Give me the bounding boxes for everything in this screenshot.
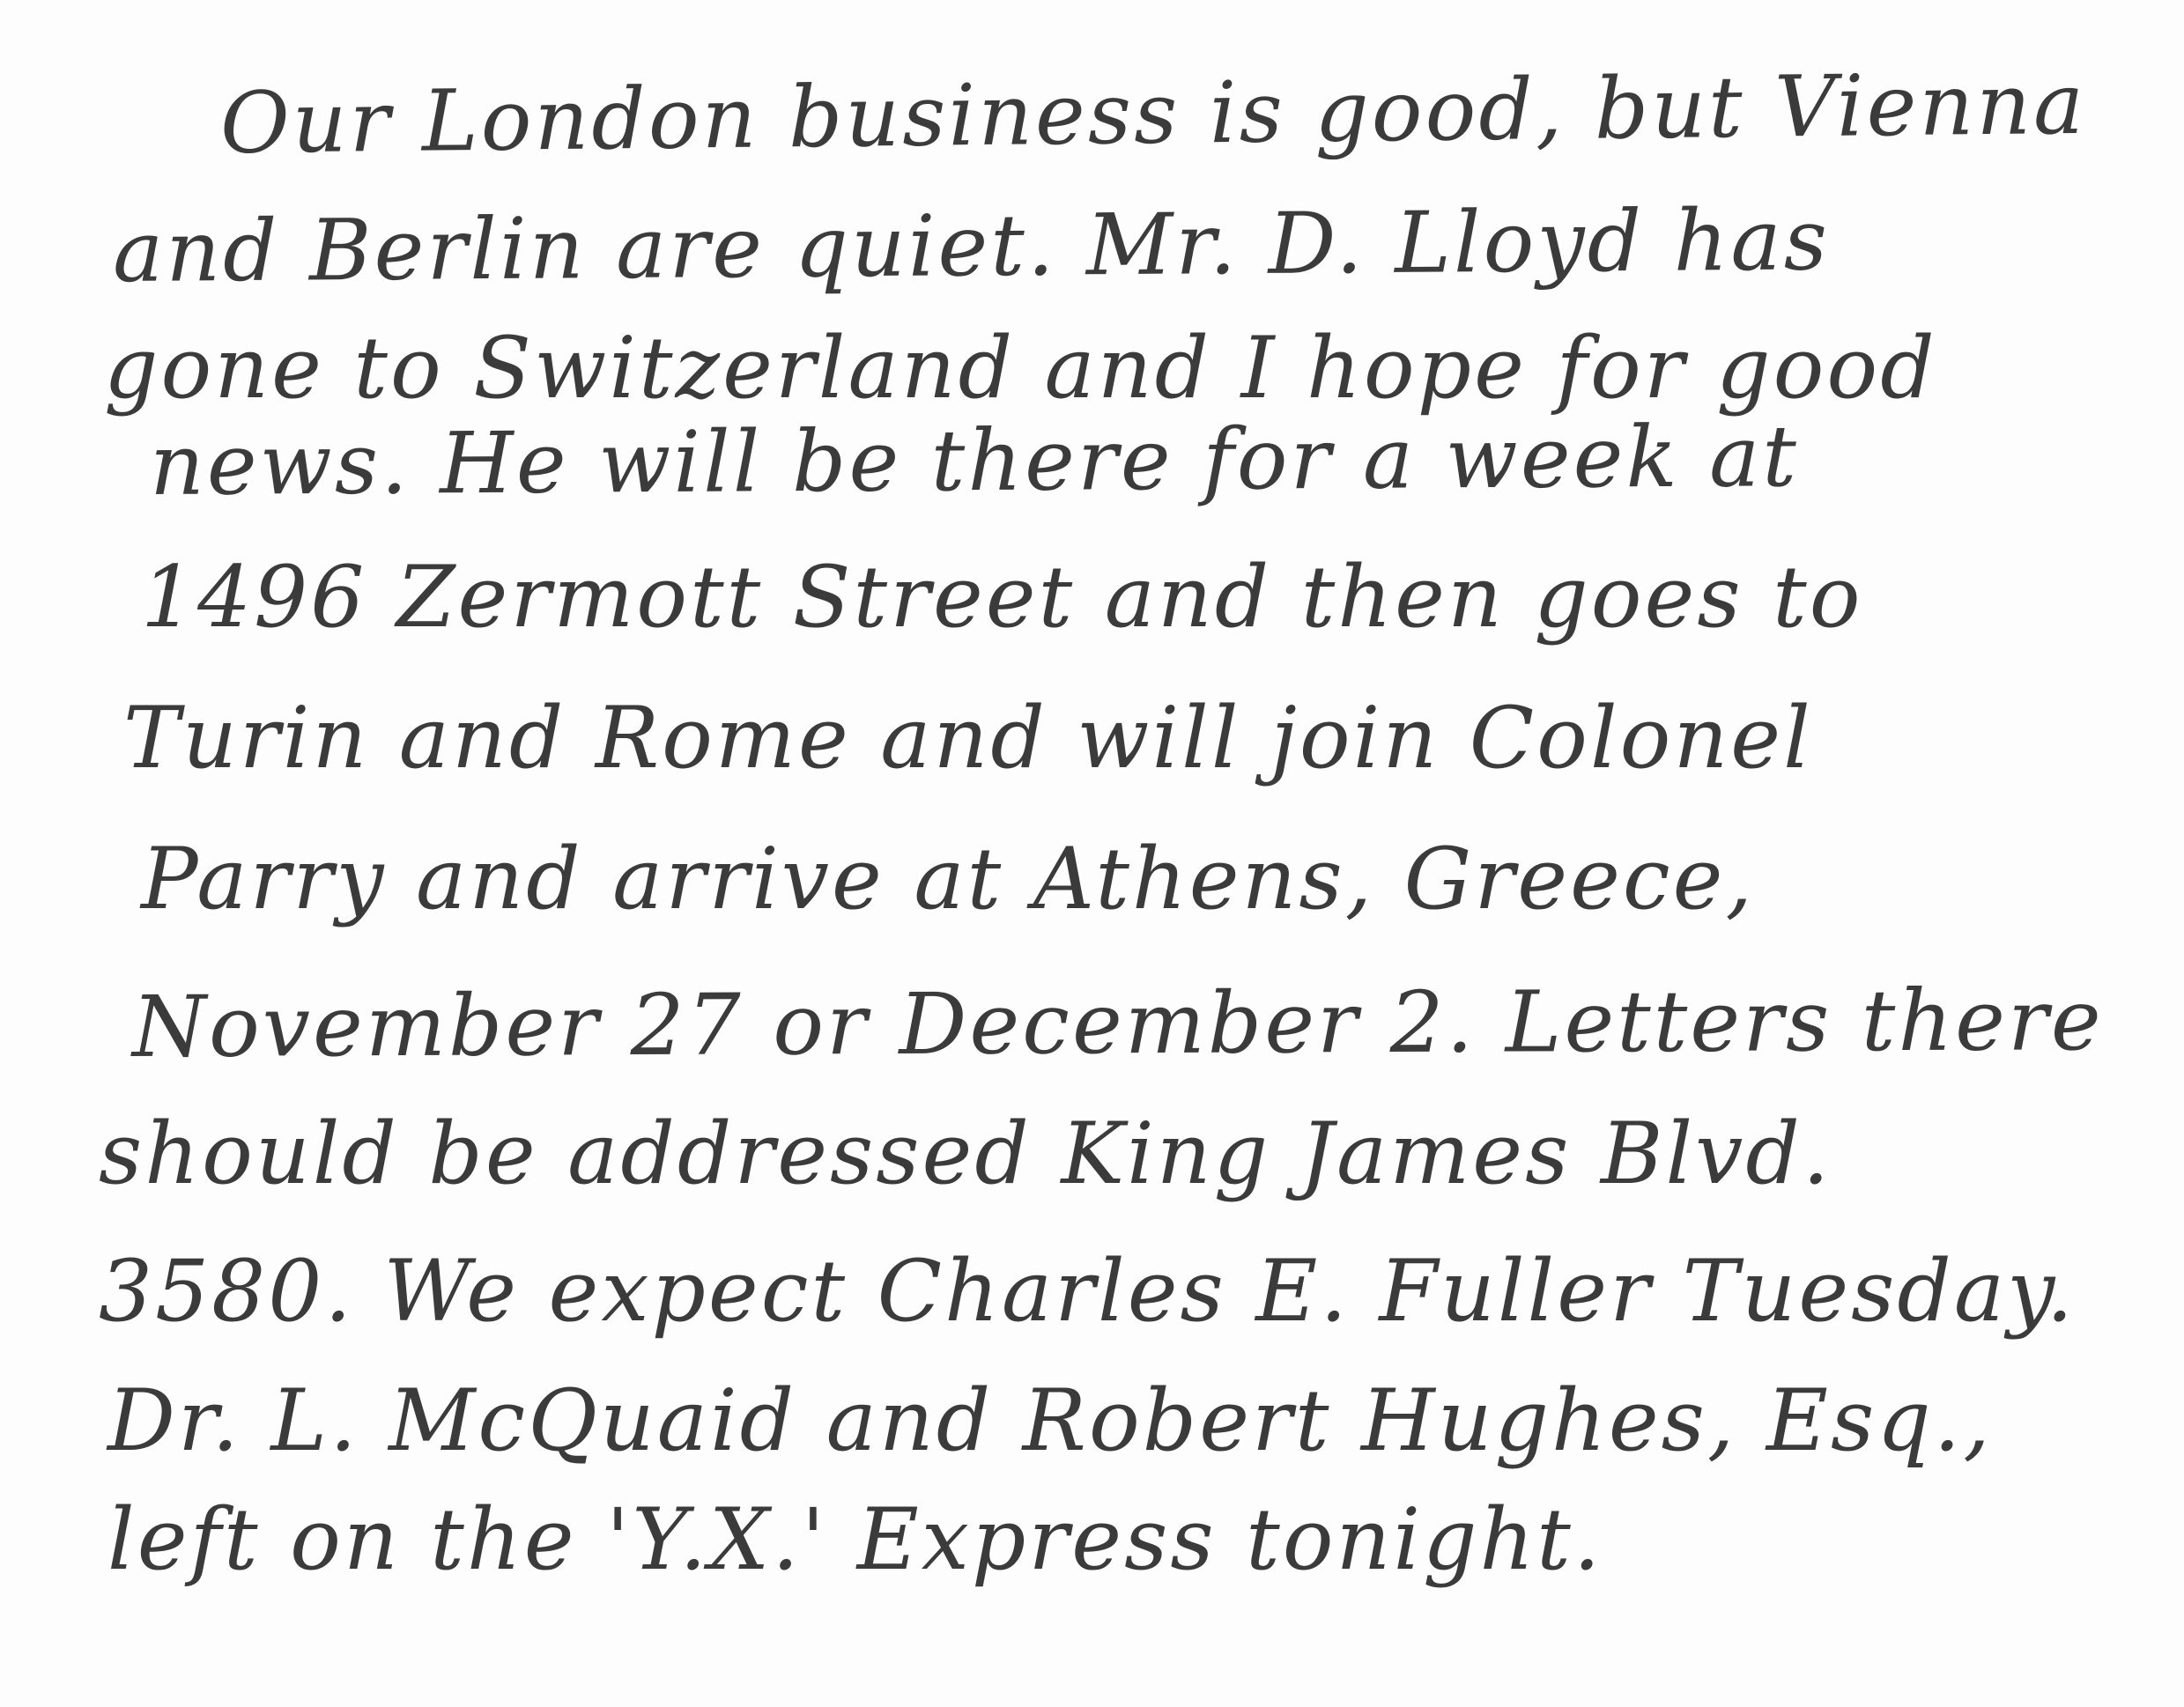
letter-line: 3580. We expect Charles E. Fuller Tuesday.	[99, 1242, 2077, 1341]
letter-line: 1496 Zermott Street and then goes to	[141, 548, 1863, 647]
letter-line: Dr. L. McQuaid and Robert Hughes, Esq.,	[107, 1371, 1993, 1470]
letter-line: Parry and arrive at Athens, Greece,	[141, 830, 1755, 928]
letter-line: November 27 or December 2. Letters there	[131, 971, 2104, 1076]
letter-line: should be addressed King James Blvd.	[99, 1105, 1832, 1203]
letter-line: and Berlin are quiet. Mr. D. Lloyd has	[112, 190, 1831, 301]
letter-line: news. He will be there for a week at	[149, 407, 1800, 514]
letter-line: Our London business is good, but Vienna	[219, 54, 2087, 173]
letter-line: left on the 'Y.X.' Express tonight.	[107, 1490, 1603, 1589]
letter-line: Turin and Rome and will join Colonel	[123, 689, 1813, 787]
letter-line: gone to Switzerland and I hope for good	[104, 319, 1937, 418]
